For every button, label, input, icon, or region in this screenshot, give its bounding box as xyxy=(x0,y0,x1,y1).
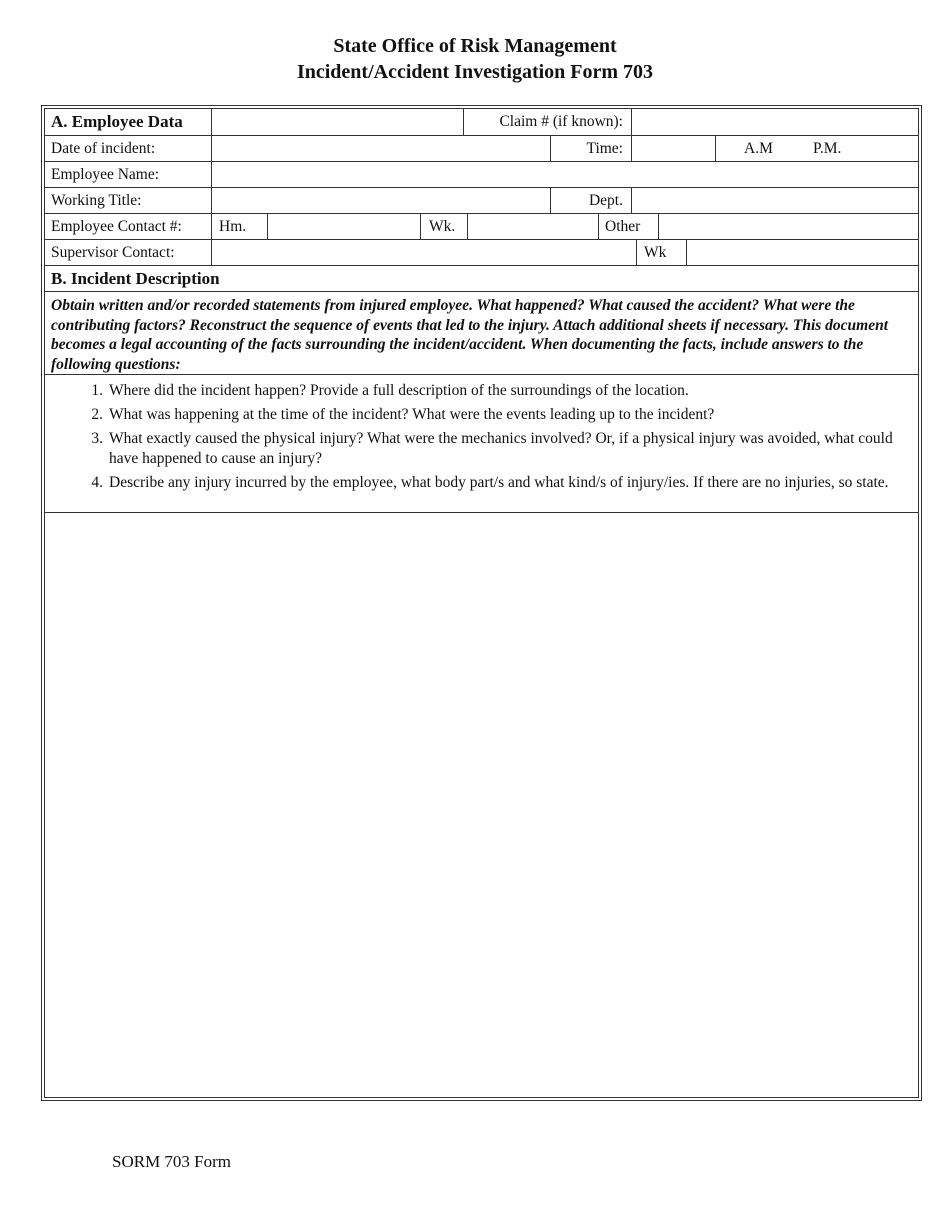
question-number: 3. xyxy=(91,430,103,447)
supervisor-contact-row xyxy=(45,240,918,266)
employee-name-label: Employee Name: xyxy=(51,166,160,183)
employee-data-heading: A. Employee Data xyxy=(51,112,183,131)
form-table xyxy=(44,108,919,1098)
time-field[interactable] xyxy=(632,136,715,161)
working-title-label: Working Title: xyxy=(51,192,142,209)
employee-data-header-row xyxy=(45,109,918,136)
other-phone-label: Other xyxy=(605,218,641,235)
employee-contact-row xyxy=(45,214,918,240)
question-text: Describe any injury incurred by the employee, what body part/s and what kind/s of injury/ies. If there are no injuries, so state. xyxy=(109,474,889,491)
am-option[interactable]: A.M xyxy=(744,140,773,157)
date-time-row xyxy=(45,136,918,162)
dept-label: Dept. xyxy=(588,192,623,209)
form-agency-title: State Office of Risk Management xyxy=(333,35,617,57)
date-of-incident-field[interactable] xyxy=(212,136,550,161)
home-phone-field[interactable] xyxy=(268,214,420,239)
question-text: What exactly caused the physical injury? What were the mechanics involved? Or, if a physical injury was avoided, what could have happened to cause an injury? xyxy=(109,430,893,467)
employee-data-blank xyxy=(212,109,463,135)
supervisor-work-label: Wk xyxy=(644,244,667,261)
incident-description-heading: B. Incident Description xyxy=(51,269,220,288)
pm-option[interactable]: P.M. xyxy=(813,140,842,157)
working-title-row xyxy=(45,188,918,214)
dept-field[interactable] xyxy=(632,188,918,213)
incident-instructions: Obtain written and/or recorded statements from injured employee. What happened? What caused the accident? What were the contributing factors? Reconstruct the sequence of events that led to the injury. Attach additional sheets if necessary. This document becomes a legal accounting of the facts surrounding the incident/accident. When documenting the facts, include answers to the following questions: xyxy=(45,292,918,375)
form-footer-id: SORM 703 Form xyxy=(112,1152,232,1171)
claim-number-field[interactable] xyxy=(632,109,918,135)
supervisor-contact-label: Supervisor Contact: xyxy=(51,244,175,261)
employee-name-row xyxy=(45,162,918,188)
form-frame xyxy=(41,105,922,1101)
question-text: What was happening at the time of the incident? What were the events leading up to the incident? xyxy=(109,406,715,423)
question-text: Where did the incident happen? Provide a full description of the surroundings of the location. xyxy=(109,382,689,399)
question-number: 2. xyxy=(91,406,103,423)
supervisor-contact-field[interactable] xyxy=(212,240,636,265)
question-list xyxy=(45,376,918,513)
employee-name-field[interactable] xyxy=(212,162,918,187)
working-title-field[interactable] xyxy=(212,188,550,213)
date-of-incident-label: Date of incident: xyxy=(51,140,156,157)
work-phone-label: Wk. xyxy=(429,218,456,235)
question-number: 1. xyxy=(91,382,103,399)
supervisor-work-field[interactable] xyxy=(687,240,918,265)
work-phone-field[interactable] xyxy=(468,214,598,239)
other-phone-field[interactable] xyxy=(659,214,918,239)
employee-contact-label: Employee Contact #: xyxy=(51,218,182,235)
time-label: Time: xyxy=(586,140,623,157)
incident-description-field[interactable] xyxy=(45,513,918,1097)
claim-number-label: Claim # (if known): xyxy=(499,113,623,130)
form-title: Incident/Accident Investigation Form 703 xyxy=(296,61,654,83)
home-phone-label: Hm. xyxy=(219,218,247,235)
question-number: 4. xyxy=(91,474,103,491)
incident-description-header-row xyxy=(45,266,918,292)
